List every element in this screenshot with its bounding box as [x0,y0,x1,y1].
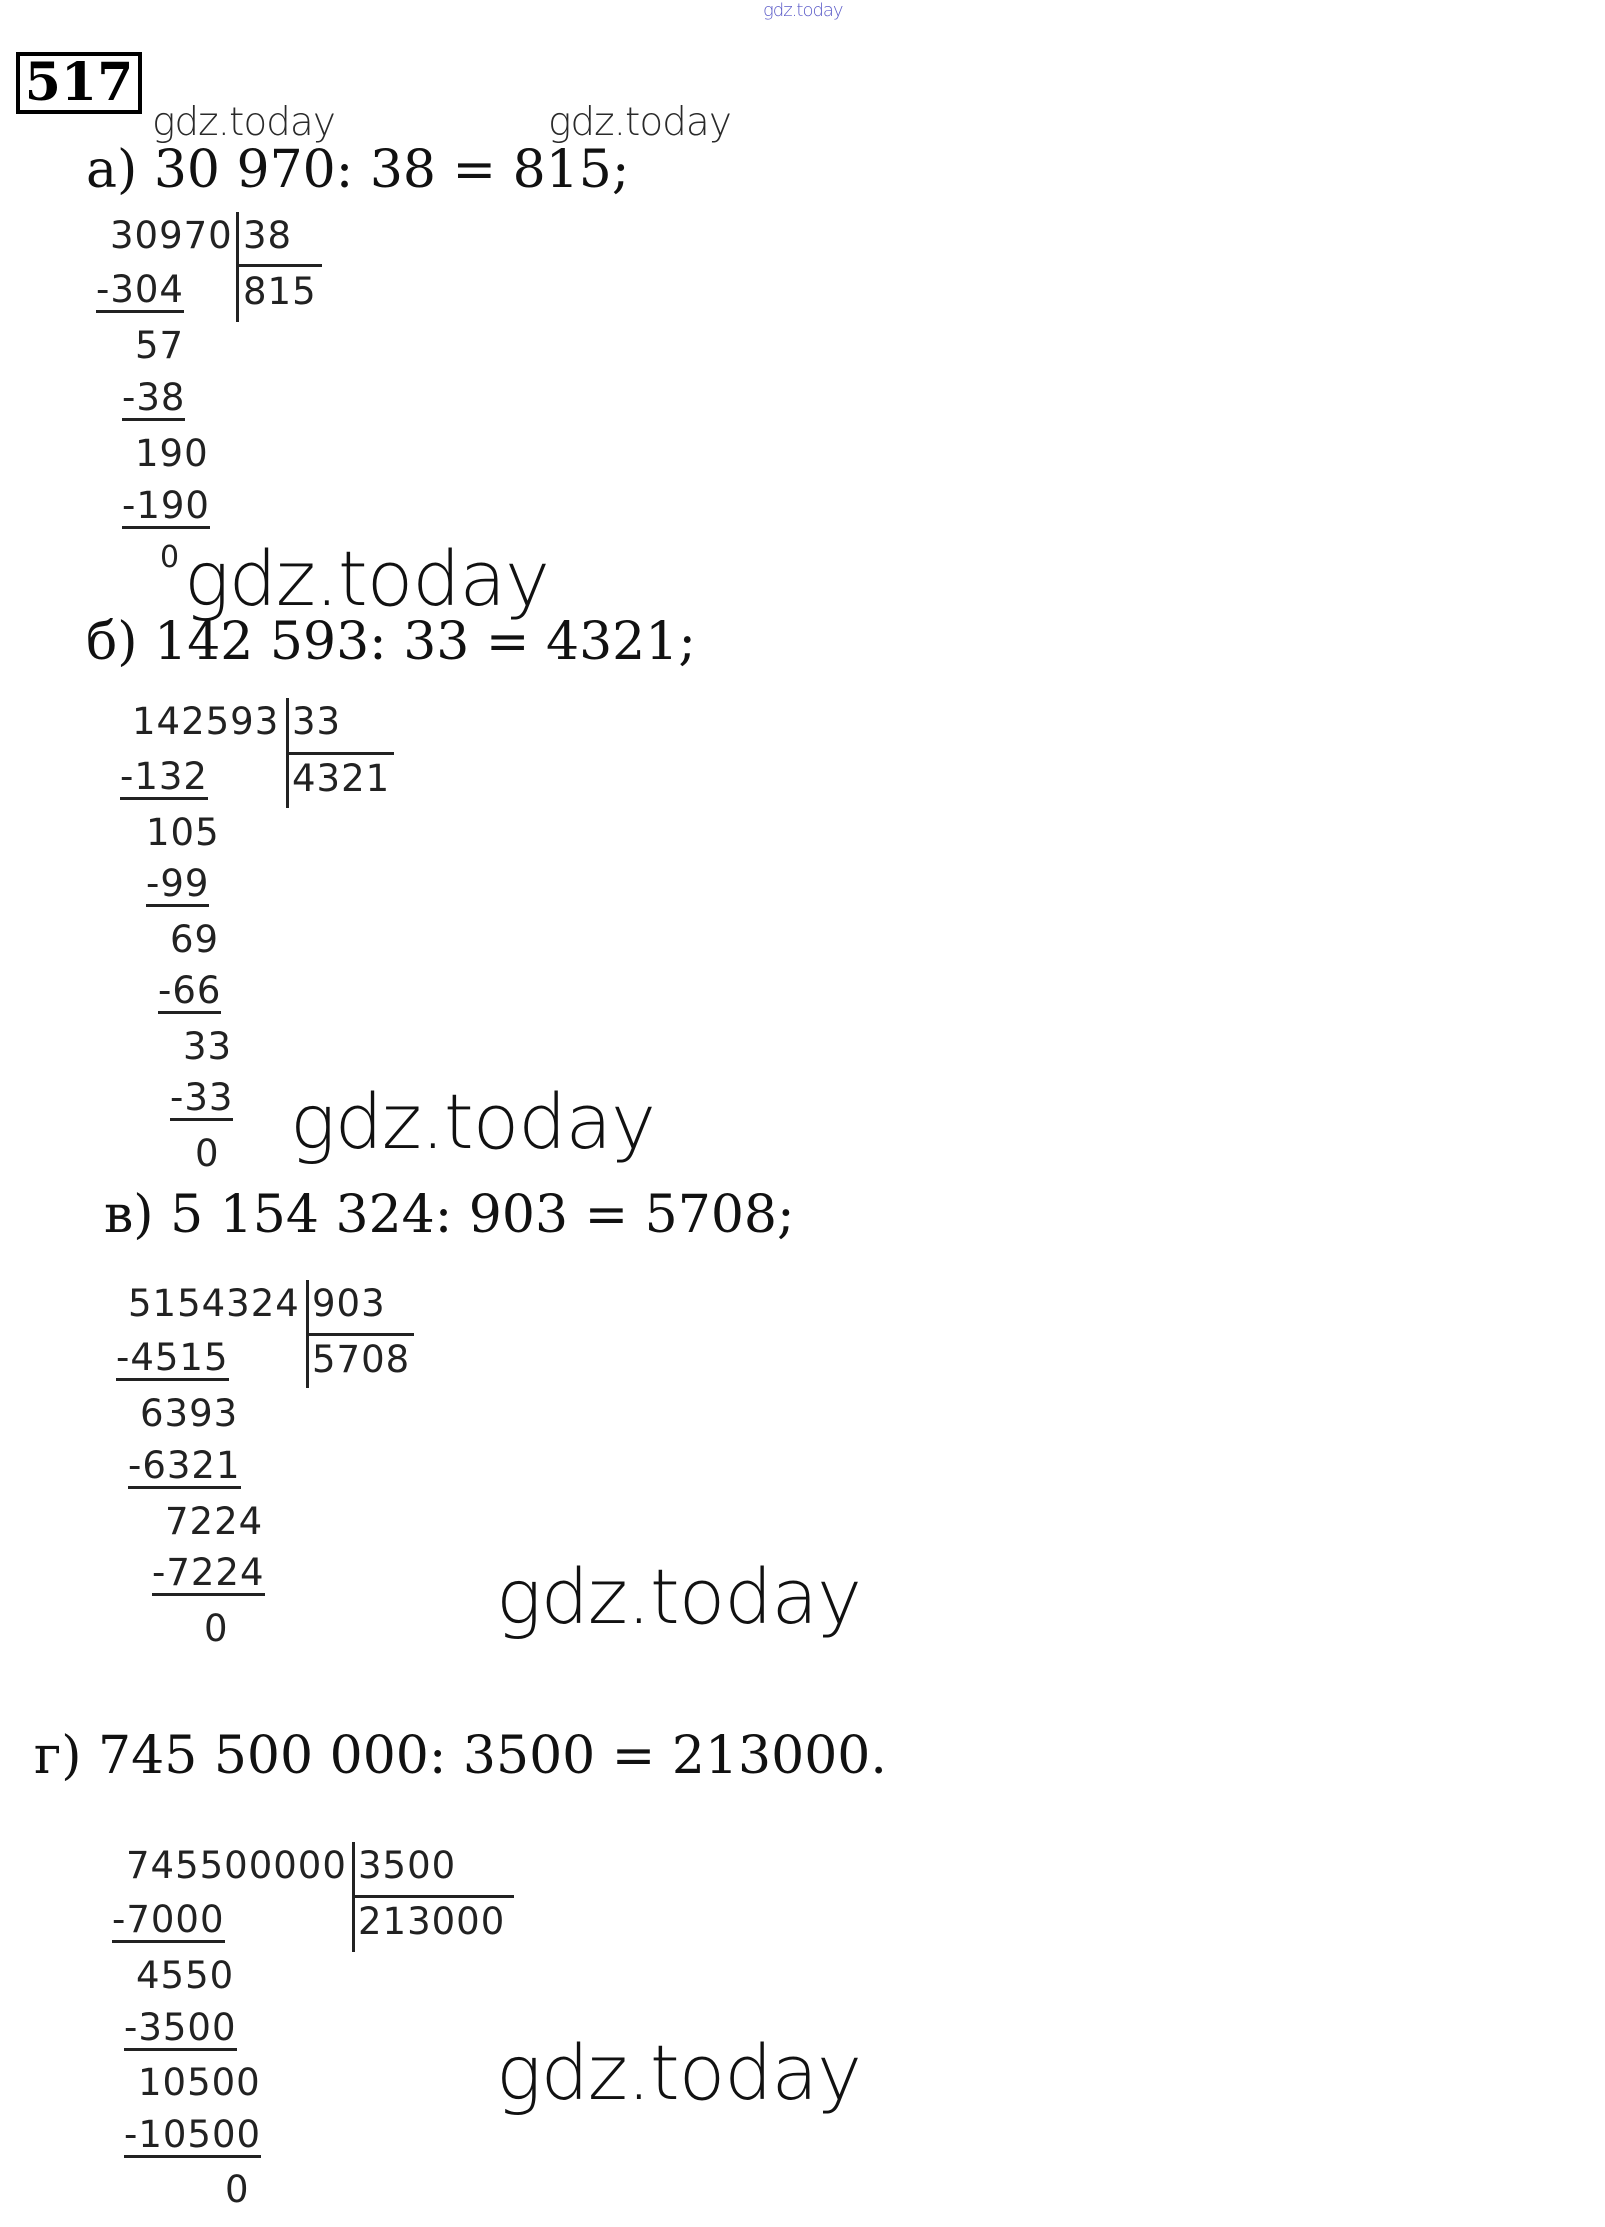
equation-c: в) 5 154 324: 903 = 5708; [104,1185,795,1245]
step-subtract: -7000 [112,1898,225,1941]
divisor: 33 [292,700,342,743]
step-remainder: 105 [146,811,220,854]
watermark-left: gdz.today [152,100,335,145]
division-horizontal-line [238,264,322,267]
step-remainder: 0 [195,1132,220,1175]
watermark: gdz.today [496,1552,861,1641]
step-remainder: 0 [204,1607,229,1650]
quotient: 815 [243,270,317,313]
watermark: gdz.today [290,1077,655,1166]
step-subtract: -304 [96,268,184,311]
division-horizontal-line [308,1333,414,1336]
step-subtract: -66 [158,969,222,1012]
step-remainder: 4550 [136,1954,235,1997]
step-subtract: -4515 [116,1336,229,1379]
watermark-right: gdz.today [548,100,731,145]
step-subtract: -33 [170,1076,234,1119]
step-remainder: 6393 [140,1392,239,1435]
division-vertical-line [236,212,239,322]
step-subtract: -3500 [124,2006,237,2049]
problem-number: 517 [16,52,142,114]
step-remainder: 190 [135,432,209,475]
dividend: 30970 [110,214,233,257]
divisor: 38 [243,214,293,257]
step-subtract: -38 [122,376,186,419]
equation-b: б) 142 593: 33 = 4321; [86,612,696,672]
dividend: 5154324 [128,1282,300,1325]
watermark: gdz.today [184,534,549,623]
step-subtract: -190 [122,484,210,527]
dividend: 745500000 [126,1844,347,1887]
division-horizontal-line [288,752,394,755]
dividend: 142593 [132,700,280,743]
division-horizontal-line [354,1895,514,1898]
step-subtract: -132 [120,755,208,798]
quotient: 213000 [358,1900,506,1943]
step-remainder: 0 [225,2168,250,2211]
quotient: 4321 [292,757,391,800]
step-subtract: -7224 [152,1551,265,1594]
step-remainder: 57 [135,324,185,367]
step-remainder: 10500 [138,2061,261,2104]
divisor: 903 [312,1282,386,1325]
equation-a: а) 30 970: 38 = 815; [86,140,630,200]
watermark: gdz.today [496,2028,861,2117]
quotient: 5708 [312,1338,411,1381]
step-remainder: 69 [170,918,220,961]
step-remainder: 33 [183,1025,233,1068]
top-watermark: gdz.today [763,0,843,21]
step-subtract: -10500 [124,2113,262,2156]
equation-d: г) 745 500 000: 3500 = 213000. [34,1726,887,1786]
divisor: 3500 [358,1844,457,1887]
step-remainder: 7224 [165,1500,264,1543]
step-subtract: -6321 [128,1444,241,1487]
step-remainder: 0 [160,540,181,575]
step-subtract: -99 [146,862,210,905]
